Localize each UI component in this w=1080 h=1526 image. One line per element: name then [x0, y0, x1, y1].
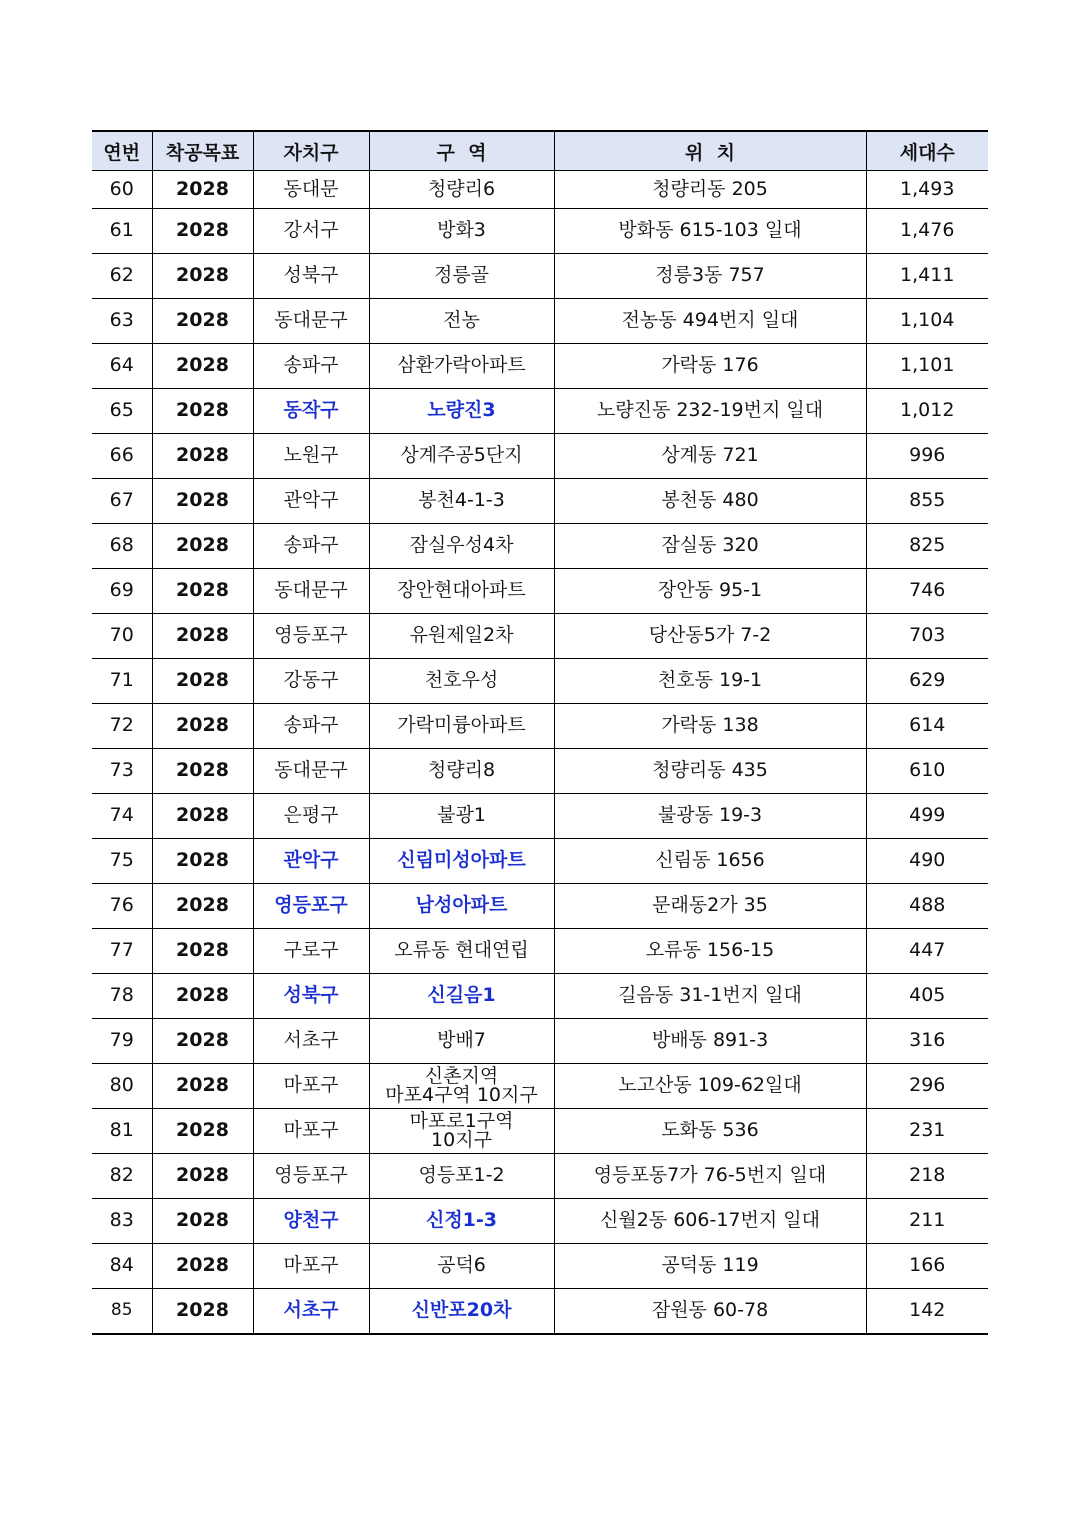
- cell-households: 211: [866, 1199, 988, 1244]
- table-row: [92, 1109, 988, 1154]
- cell-no: 70: [92, 614, 152, 659]
- cell-households: 447: [866, 929, 988, 974]
- table-row: [92, 209, 988, 254]
- cell-no: 84: [92, 1244, 152, 1289]
- cell-location: 봉천동 480: [554, 479, 866, 524]
- cell-target-year: 2028: [152, 614, 253, 659]
- cell-no: 72: [92, 704, 152, 749]
- table-row: [92, 794, 988, 839]
- cell-no: 68: [92, 524, 152, 569]
- cell-target-year: 2028: [152, 1199, 253, 1244]
- cell-target-year: 2028: [152, 1154, 253, 1199]
- cell-target-year: 2028: [152, 1289, 253, 1335]
- col-header-zone: 구 역: [369, 131, 554, 171]
- cell-households: 499: [866, 794, 988, 839]
- table-row: [92, 704, 988, 749]
- cell-location: 신림동 1656: [554, 839, 866, 884]
- table-row: [92, 299, 988, 344]
- cell-district: 강서구: [253, 209, 369, 254]
- table-row: [92, 1019, 988, 1064]
- cell-households: 614: [866, 704, 988, 749]
- cell-households: 825: [866, 524, 988, 569]
- cell-no: 77: [92, 929, 152, 974]
- cell-target-year: 2028: [152, 704, 253, 749]
- table-row: [92, 929, 988, 974]
- cell-location: 길음동 31-1번지 일대: [554, 974, 866, 1019]
- table-row: [92, 254, 988, 299]
- cell-location: 잠실동 320: [554, 524, 866, 569]
- col-header-district: 자치구: [253, 131, 369, 171]
- cell-no: 76: [92, 884, 152, 929]
- cell-zone: 신림미성아파트: [369, 839, 554, 884]
- cell-district: 성북구: [253, 254, 369, 299]
- col-header-location: 위 치: [554, 131, 866, 171]
- cell-district: 마포구: [253, 1244, 369, 1289]
- cell-target-year: 2028: [152, 254, 253, 299]
- cell-households: 1,476: [866, 209, 988, 254]
- cell-target-year: 2028: [152, 929, 253, 974]
- table-row: [92, 1064, 988, 1109]
- cell-no: 71: [92, 659, 152, 704]
- cell-no: 85: [110, 1300, 133, 1321]
- cell-target-year: 2028: [152, 884, 253, 929]
- cell-households: 629: [866, 659, 988, 704]
- cell-households: 490: [866, 839, 988, 884]
- cell-location: 방배동 891-3: [554, 1019, 866, 1064]
- cell-zone: 장안현대아파트: [369, 569, 554, 614]
- cell-households: 1,101: [866, 344, 988, 389]
- cell-district: 구로구: [253, 929, 369, 974]
- cell-zone: 정릉골: [369, 254, 554, 299]
- table-header: [92, 131, 988, 171]
- cell-district: 송파구: [253, 524, 369, 569]
- cell-district: 강동구: [253, 659, 369, 704]
- cell-zone: 영등포1-2: [369, 1154, 554, 1199]
- cell-no: 61: [92, 209, 152, 254]
- cell-households: 996: [866, 434, 988, 479]
- cell-no: 75: [92, 839, 152, 884]
- cell-location: 불광동 19-3: [554, 794, 866, 839]
- cell-target-year: 2028: [152, 794, 253, 839]
- cell-no: 67: [92, 479, 152, 524]
- cell-location: 오류동 156-15: [554, 929, 866, 974]
- cell-location: 청량리동 205: [554, 171, 866, 209]
- cell-district: 동대문구: [253, 569, 369, 614]
- cell-target-year: 2028: [152, 434, 253, 479]
- cell-no: 60: [92, 171, 152, 209]
- cell-no: 78: [92, 974, 152, 1019]
- cell-target-year: 2028: [152, 209, 253, 254]
- table-row: [92, 479, 988, 524]
- cell-no: 79: [92, 1019, 152, 1064]
- cell-location: 노고산동 109-62일대: [554, 1064, 866, 1109]
- table-row: [92, 839, 988, 884]
- cell-zone: 청량리8: [369, 749, 554, 794]
- cell-location: 장안동 95-1: [554, 569, 866, 614]
- cell-zone: 불광1: [369, 794, 554, 839]
- cell-zone: 방배7: [369, 1019, 554, 1064]
- table-body: [92, 171, 988, 1335]
- cell-target-year: 2028: [152, 299, 253, 344]
- table-row: [92, 1289, 988, 1335]
- table-row: [92, 434, 988, 479]
- table-row: [92, 389, 988, 434]
- cell-households: 231: [866, 1109, 988, 1154]
- cell-households: 488: [866, 884, 988, 929]
- cell-zone: 잠실우성4차: [369, 524, 554, 569]
- cell-location: 당산동5가 7-2: [554, 614, 866, 659]
- cell-households: 296: [866, 1064, 988, 1109]
- cell-location: 천호동 19-1: [554, 659, 866, 704]
- cell-zone: 신정1-3: [369, 1199, 554, 1244]
- cell-zone: 신길음1: [369, 974, 554, 1019]
- cell-households: 703: [866, 614, 988, 659]
- cell-target-year: 2028: [152, 171, 253, 209]
- cell-district: 영등포구: [253, 614, 369, 659]
- cell-location: 문래동2가 35: [554, 884, 866, 929]
- cell-no: 83: [92, 1199, 152, 1244]
- cell-no: 64: [92, 344, 152, 389]
- cell-households: 610: [866, 749, 988, 794]
- col-header-households: 세대수: [866, 131, 988, 171]
- cell-district: 동대문구: [253, 749, 369, 794]
- cell-households: 142: [866, 1289, 988, 1335]
- cell-households: 166: [866, 1244, 988, 1289]
- cell-households: 405: [866, 974, 988, 1019]
- cell-zone: 청량리6: [369, 171, 554, 209]
- cell-no: 62: [92, 254, 152, 299]
- cell-households: 855: [866, 479, 988, 524]
- table-row: [92, 884, 988, 929]
- cell-district: 서초구: [253, 1019, 369, 1064]
- cell-target-year: 2028: [152, 524, 253, 569]
- cell-no: 69: [92, 569, 152, 614]
- cell-district: 동대문: [253, 171, 369, 209]
- cell-target-year: 2028: [152, 1244, 253, 1289]
- cell-zone: 천호우성: [369, 659, 554, 704]
- cell-zone: 오류동 현대연립: [369, 929, 554, 974]
- cell-zone: 신반포20차: [369, 1289, 554, 1335]
- cell-location: 방화동 615-103 일대: [554, 209, 866, 254]
- cell-location: 상계동 721: [554, 434, 866, 479]
- cell-location: 잠원동 60-78: [554, 1289, 866, 1335]
- cell-district: 송파구: [253, 704, 369, 749]
- cell-households: 1,493: [866, 171, 988, 209]
- cell-households: 746: [866, 569, 988, 614]
- cell-target-year: 2028: [152, 479, 253, 524]
- cell-target-year: 2028: [152, 389, 253, 434]
- cell-zone: 신촌지역 마포4구역 10지구: [369, 1064, 554, 1109]
- cell-households: 1,012: [866, 389, 988, 434]
- col-header-no: 연번: [92, 131, 152, 171]
- cell-zone: 방화3: [369, 209, 554, 254]
- table-row: [92, 171, 988, 209]
- cell-target-year: 2028: [152, 1019, 253, 1064]
- cell-district: 서초구: [253, 1289, 369, 1335]
- cell-district: 송파구: [253, 344, 369, 389]
- cell-location: 전농동 494번지 일대: [554, 299, 866, 344]
- cell-target-year: 2028: [152, 569, 253, 614]
- cell-no: 81: [92, 1109, 152, 1154]
- cell-district: 마포구: [253, 1064, 369, 1109]
- cell-district: 관악구: [253, 839, 369, 884]
- cell-target-year: 2028: [152, 659, 253, 704]
- cell-zone: 공덕6: [369, 1244, 554, 1289]
- cell-district: 양천구: [253, 1199, 369, 1244]
- cell-no: 74: [92, 794, 152, 839]
- table-row: [92, 749, 988, 794]
- redevelopment-table: [92, 130, 988, 1335]
- cell-no: 80: [92, 1064, 152, 1109]
- cell-district: 영등포구: [253, 1154, 369, 1199]
- cell-no: 65: [92, 389, 152, 434]
- cell-target-year: 2028: [152, 344, 253, 389]
- cell-target-year: 2028: [152, 974, 253, 1019]
- cell-district: 동대문구: [253, 299, 369, 344]
- cell-zone: 남성아파트: [369, 884, 554, 929]
- cell-zone: 상계주공5단지: [369, 434, 554, 479]
- cell-location: 청량리동 435: [554, 749, 866, 794]
- table-row: [92, 344, 988, 389]
- table-row: [92, 1199, 988, 1244]
- cell-no: 82: [92, 1154, 152, 1199]
- table-row: [92, 1244, 988, 1289]
- cell-district: 성북구: [253, 974, 369, 1019]
- cell-location: 도화동 536: [554, 1109, 866, 1154]
- cell-zone: 마포로1구역 10지구: [369, 1109, 554, 1154]
- table-row: [92, 1154, 988, 1199]
- cell-zone: 봉천4-1-3: [369, 479, 554, 524]
- cell-district: 동작구: [253, 389, 369, 434]
- cell-target-year: 2028: [152, 749, 253, 794]
- table-row: [92, 524, 988, 569]
- cell-households: 316: [866, 1019, 988, 1064]
- cell-location: 영등포동7가 76-5번지 일대: [554, 1154, 866, 1199]
- col-header-target-year: 착공목표: [152, 131, 253, 171]
- cell-target-year: 2028: [152, 1109, 253, 1154]
- cell-no: 66: [92, 434, 152, 479]
- cell-target-year: 2028: [152, 839, 253, 884]
- cell-no: 73: [92, 749, 152, 794]
- cell-target-year: 2028: [152, 1064, 253, 1109]
- cell-zone: 유원제일2차: [369, 614, 554, 659]
- table-row: [92, 614, 988, 659]
- cell-location: 노량진동 232-19번지 일대: [554, 389, 866, 434]
- cell-district: 영등포구: [253, 884, 369, 929]
- cell-district: 은평구: [253, 794, 369, 839]
- cell-no: 63: [92, 299, 152, 344]
- cell-location: 가락동 176: [554, 344, 866, 389]
- table-row: [92, 974, 988, 1019]
- cell-district: 마포구: [253, 1109, 369, 1154]
- table-row: [92, 569, 988, 614]
- cell-location: 정릉3동 757: [554, 254, 866, 299]
- cell-households: 218: [866, 1154, 988, 1199]
- cell-zone: 가락미륭아파트: [369, 704, 554, 749]
- cell-households: 1,411: [866, 254, 988, 299]
- cell-households: 1,104: [866, 299, 988, 344]
- cell-district: 관악구: [253, 479, 369, 524]
- cell-district: 노원구: [253, 434, 369, 479]
- table-row: [92, 659, 988, 704]
- cell-zone: 노량진3: [369, 389, 554, 434]
- cell-zone: 전농: [369, 299, 554, 344]
- cell-location: 가락동 138: [554, 704, 866, 749]
- cell-location: 공덕동 119: [554, 1244, 866, 1289]
- cell-zone: 삼환가락아파트: [369, 344, 554, 389]
- cell-location: 신월2동 606-17번지 일대: [554, 1199, 866, 1244]
- header-row: [92, 131, 988, 171]
